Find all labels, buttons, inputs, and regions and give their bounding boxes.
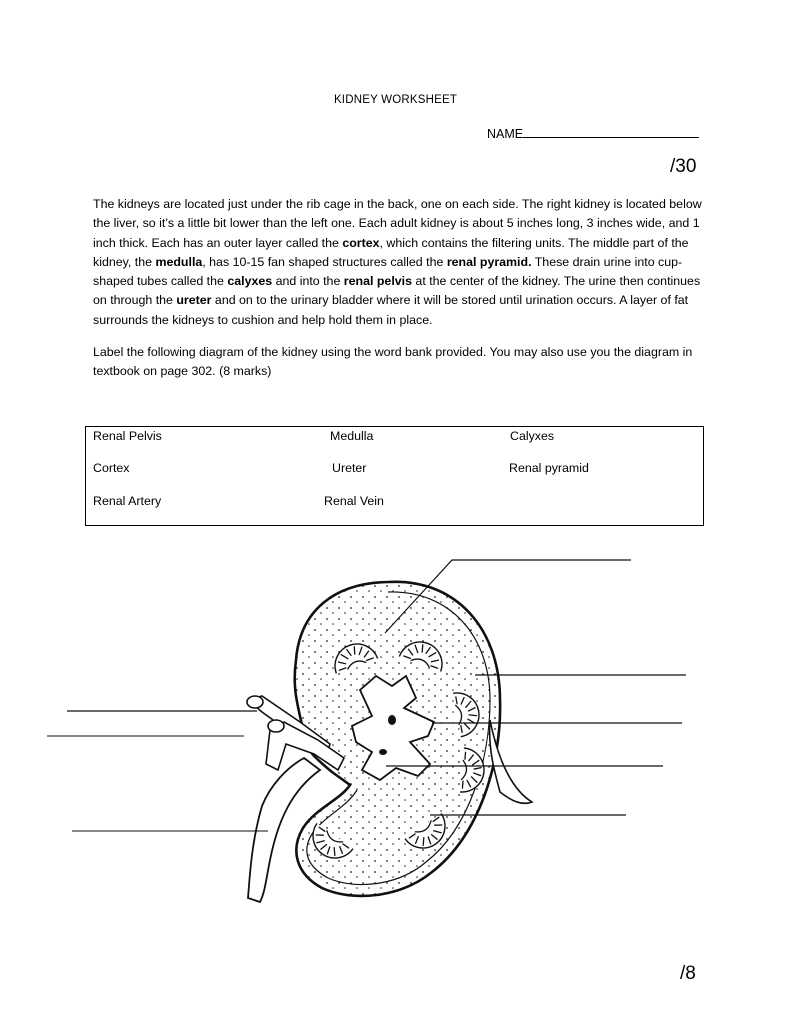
intro-text-5: and into the	[272, 274, 344, 289]
term-renal-pelvis: renal pelvis	[343, 274, 412, 289]
intro-text-3: , has 10-15 fan shaped structures called the	[202, 254, 447, 269]
kidney-diagram	[0, 540, 791, 920]
artery-opening	[247, 696, 263, 708]
instructions-paragraph: Label the following diagram of the kidney using the word bank provided. You may also use you the diagram in textbook on page 302. (8 marks)	[93, 345, 693, 379]
intro-text-6: at the center of the kidney. The urine then continues on through the	[93, 274, 701, 308]
word-calyxes: Calyxes	[510, 429, 555, 443]
diagram-score: /8	[680, 963, 696, 984]
word-renal-artery: Renal Artery	[93, 494, 162, 508]
vein-opening	[268, 720, 284, 732]
word-medulla: Medulla	[330, 429, 374, 443]
term-calyxes: calyxes	[227, 274, 273, 289]
term-renal-pyramid: renal pyramid.	[446, 254, 532, 269]
word-renal-vein: Renal Vein	[324, 494, 384, 508]
worksheet-title: KIDNEY WORKSHEET	[333, 94, 458, 106]
pelvis-spot-2	[379, 749, 387, 755]
term-cortex: cortex	[342, 235, 380, 250]
intro-text-4: These drain urine into cup-shaped tubes called the	[93, 254, 683, 289]
total-score: /30	[670, 156, 697, 177]
word-cortex: Cortex	[93, 461, 130, 475]
intro-text-1: The kidneys are located just under the rib cage in the back, one on each side. The right kidney is located below the liver, so it’s a little bit lower than the left one. Each adult kidney is about 5 inches long, 3 inches wide, and 1 inch thick. Each has an outer layer called the	[93, 197, 702, 250]
name-field[interactable]	[487, 126, 699, 141]
term-medulla: medulla	[155, 254, 203, 269]
term-ureter: ureter	[176, 293, 212, 308]
word-ureter: Ureter	[332, 461, 367, 475]
name-label: NAME	[487, 127, 524, 141]
word-renal-pyramid: Renal pyramid	[509, 461, 589, 475]
intro-text-2: , which contains the filtering units. The middle part of the kidney, the	[93, 235, 689, 269]
intro-text-7: and on to the urinary bladder where it will be stored until urination occurs. A layer of fat surrounds the kidneys to cushion and help hold them in place.	[93, 293, 689, 327]
name-blank-line[interactable]	[523, 126, 699, 138]
pelvis-spot	[388, 715, 396, 725]
intro-paragraph	[93, 195, 703, 330]
word-renal-pelvis: Renal Pelvis	[93, 429, 162, 443]
word-bank	[85, 426, 704, 526]
